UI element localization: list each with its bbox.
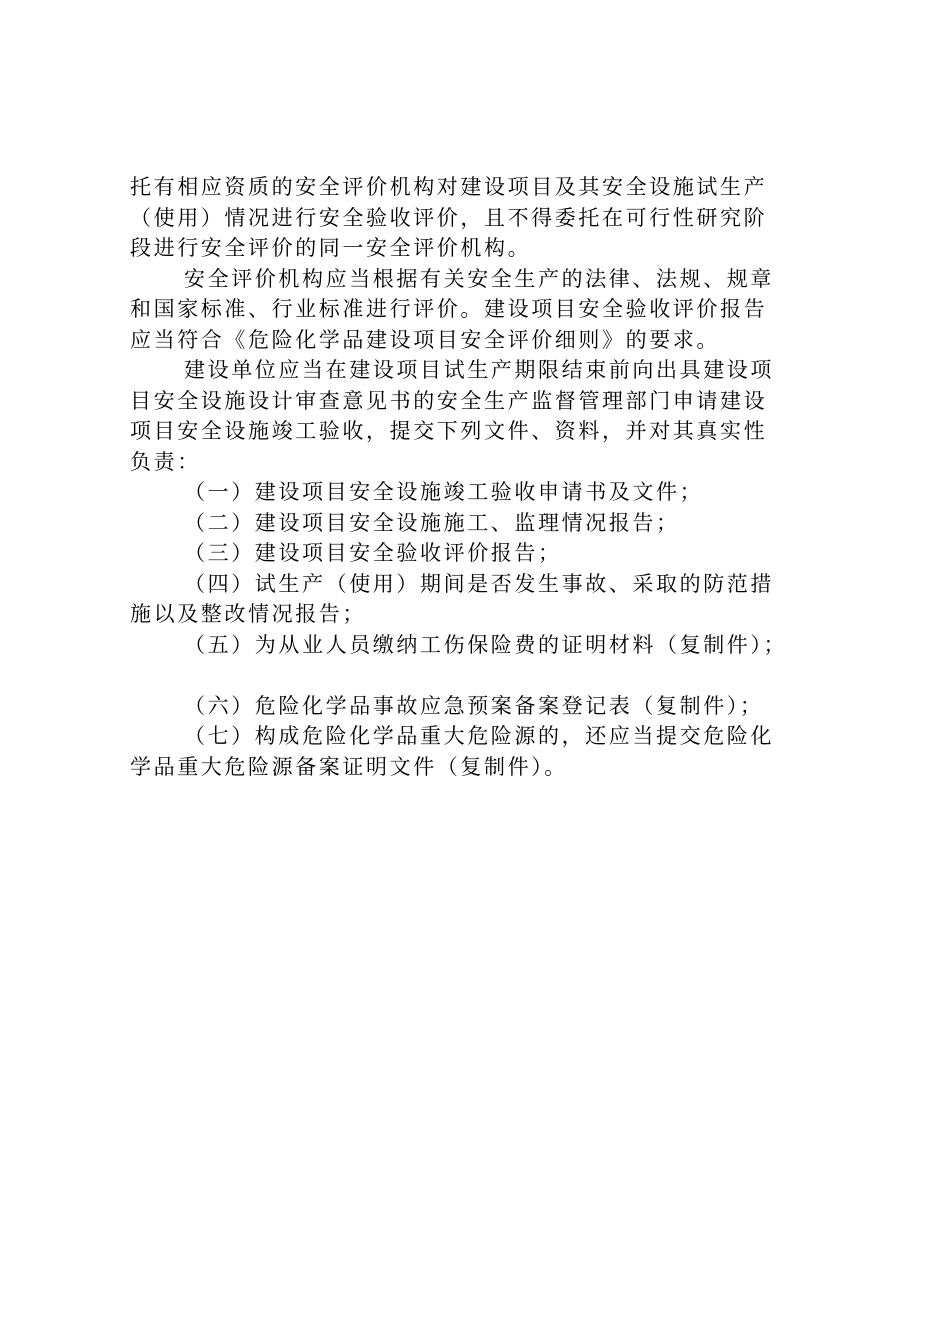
list-item-1: （一）建设项目安全设施竣工验收申请书及文件； bbox=[184, 480, 704, 504]
list-item-2: （二）建设项目安全设施施工、监理情况报告； bbox=[184, 510, 680, 535]
text-line: 目安全设施设计审查意见书的安全生产监督管理部门申请建设 bbox=[130, 388, 768, 413]
paragraph-start-line: 安全评价机构应当根据有关安全生产的法律、法规、规章 bbox=[184, 266, 774, 291]
list-item-4-continuation: 施以及整改情况报告； bbox=[130, 602, 366, 626]
list-item-7: （七）构成危险化学品重大危险源的，还应当提交危险化 bbox=[184, 724, 774, 748]
text-line: 项目安全设施竣工验收，提交下列文件、资料，并对其真实性 bbox=[130, 419, 768, 443]
list-item-4: （四）试生产（使用）期间是否发生事故、采取的防范措 bbox=[184, 571, 774, 596]
list-item-7-continuation: 学品重大危险源备案证明文件（复制件）。 bbox=[130, 754, 568, 779]
text-line: 和国家标准、行业标准进行评价。建设项目安全验收评价报告 bbox=[130, 297, 768, 321]
text-line: （使用）情况进行安全验收评价，且不得委托在可行性研究阶 bbox=[130, 205, 768, 230]
text-line: 应当符合《危险化学品建设项目安全评价细则》的要求。 bbox=[130, 327, 720, 352]
list-item-6: （六）危险化学品事故应急预案备案登记表（复制件）； bbox=[184, 693, 764, 718]
text-line: 托有相应资质的安全评价机构对建设项目及其安全设施试生产 bbox=[130, 175, 768, 199]
list-item-3: （三）建设项目安全验收评价报告； bbox=[184, 541, 562, 565]
document-body bbox=[130, 172, 840, 782]
paragraph-start-line: 建设单位应当在建设项目试生产期限结束前向出具建设项 bbox=[184, 358, 774, 382]
blank-line bbox=[130, 660, 840, 691]
text-line: 负责： bbox=[130, 449, 201, 474]
list-item-5: （五）为从业人员缴纳工伤保险费的证明材料（复制件）； bbox=[184, 632, 788, 657]
text-line: 段进行安全评价的同一安全评价机构。 bbox=[130, 236, 532, 260]
